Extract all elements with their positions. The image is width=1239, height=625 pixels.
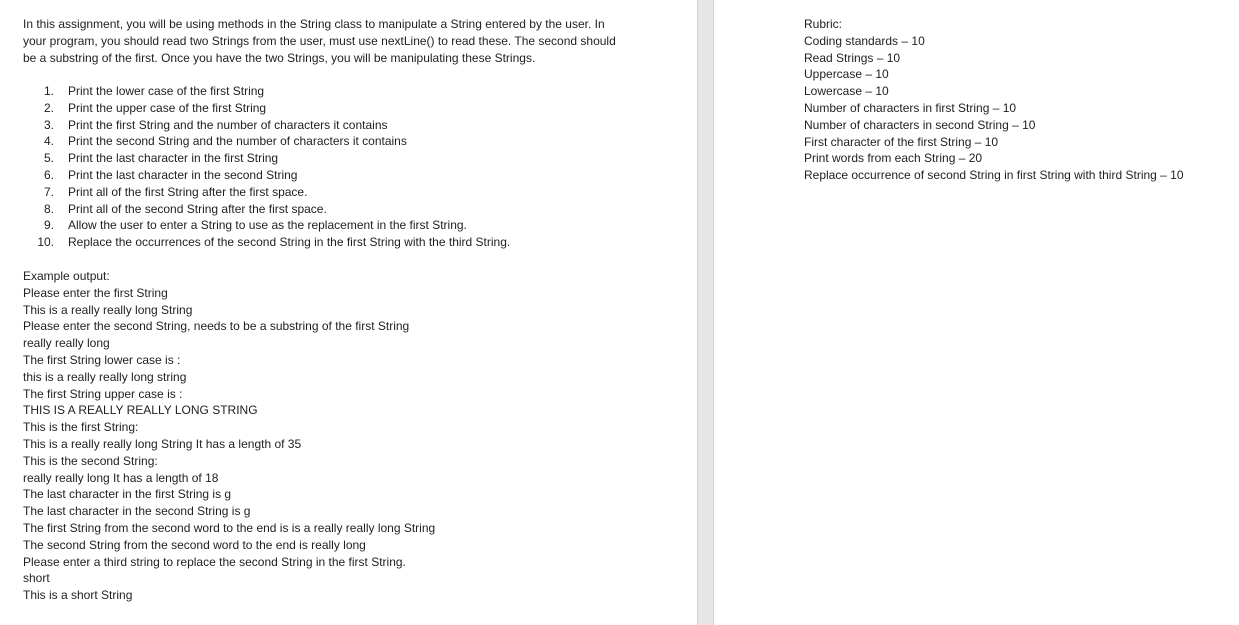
task-item (23, 133, 510, 150)
task-item (23, 184, 510, 201)
task-number: 5. (43, 151, 54, 166)
task-number: 7. (43, 184, 54, 199)
rubric-item: First character of the first String – 10 (804, 134, 999, 149)
task-number: 6. (43, 167, 54, 182)
task-item (23, 234, 510, 251)
example-output (23, 268, 435, 604)
document-page-right (714, 0, 1239, 625)
example-line: The first String from the second word to the end is is a really really long String (23, 520, 436, 535)
task-number: 4. (43, 134, 54, 149)
task-text: Print the last character in the first String (68, 151, 279, 166)
example-line: The first String lower case is : (23, 352, 181, 367)
task-text: Print the first String and the number of characters it contains (68, 117, 388, 132)
example-line: The second String from the second word to the end is really long (23, 537, 366, 552)
task-number: 8. (43, 201, 54, 216)
task-text: Allow the user to enter a String to use as the replacement in the first String. (68, 218, 467, 233)
task-item (23, 167, 510, 184)
task-text: Replace the occurrences of the second String in the first String with the third String. (68, 235, 511, 250)
rubric-item: Number of characters in first String – 10 (804, 100, 1017, 115)
page-gutter (697, 0, 714, 625)
example-line: This is the first String: (23, 420, 139, 435)
example-line: THIS IS A REALLY REALLY LONG STRING (23, 403, 258, 418)
rubric-title: Rubric: (804, 17, 843, 31)
example-line: Please enter the first String (23, 285, 168, 300)
rubric-item: Read Strings – 10 (804, 50, 901, 65)
example-line: This is the second String: (23, 453, 158, 468)
task-number: 3. (43, 117, 54, 132)
example-line: The first String upper case is : (23, 386, 183, 401)
example-line: This is a really really long String (23, 302, 193, 317)
example-line: This is a really really long String It has a length of 35 (23, 436, 302, 451)
task-item (23, 100, 510, 117)
rubric-item: Uppercase – 10 (804, 67, 889, 82)
task-text: Print all of the second String after the first space. (68, 201, 327, 216)
task-item (23, 217, 510, 234)
task-text: Print all of the first String after the first space. (68, 184, 308, 199)
example-heading: Example output: (23, 269, 110, 283)
task-item (23, 83, 510, 100)
example-line: Please enter a third string to replace the second String in the first String. (23, 554, 406, 569)
example-line: really really long (23, 336, 110, 351)
rubric-item: Replace occurrence of second String in first String with third String – 10 (804, 168, 1184, 183)
task-text: Print the last character in the second String (68, 167, 298, 182)
example-line: The last character in the first String is g (23, 487, 232, 502)
rubric-item: Number of characters in second String – 10 (804, 117, 1036, 132)
task-text: Print the upper case of the first String (68, 100, 267, 115)
example-line: The last character in the second String is g (23, 504, 251, 519)
rubric-item: Print words from each String – 20 (804, 151, 983, 166)
task-text: Print the second String and the number of characters it contains (68, 134, 407, 149)
task-list (23, 83, 510, 251)
assignment-intro: In this assignment, you will be using methods in the String class to manipulate a String entered by the user. In your program, you should read two Strings from the user, must use nextLine() to read these. The second should be a substring of the first. Once you have the two Strings, you will be manipulating these Strings. (23, 17, 616, 65)
task-item (23, 150, 510, 167)
task-number: 1. (43, 84, 54, 98)
example-line: short (23, 571, 50, 586)
example-line: really really long It has a length of 18 (23, 470, 219, 485)
task-item (23, 201, 510, 218)
example-line: Please enter the second String, needs to be a substring of the first String (23, 319, 410, 334)
example-line: This is a short String (23, 588, 133, 603)
rubric-item: Lowercase – 10 (804, 84, 889, 99)
task-text: Print the lower case of the first String (68, 84, 265, 98)
task-number: 2. (43, 100, 54, 115)
task-item (23, 117, 510, 134)
rubric-item: Coding standards – 10 (804, 33, 925, 48)
task-number: 10. (37, 235, 54, 250)
task-number: 9. (43, 218, 54, 233)
example-line: this is a really really long string (23, 369, 187, 384)
rubric (804, 16, 1184, 184)
